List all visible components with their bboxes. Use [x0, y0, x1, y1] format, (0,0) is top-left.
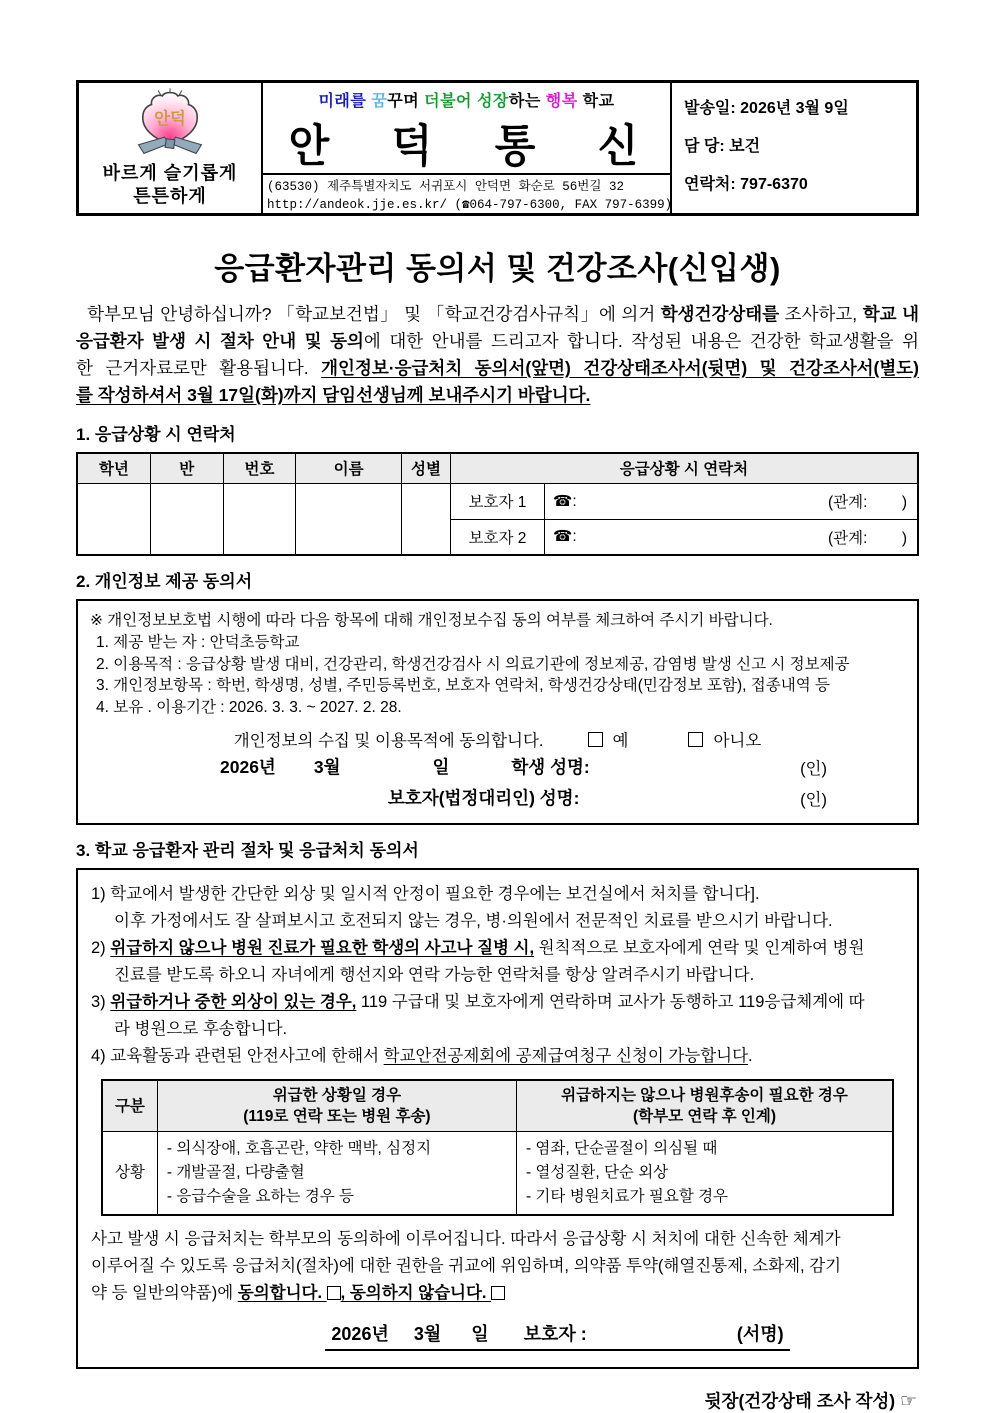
school-address-block [263, 173, 673, 217]
urgent-situations-cell [157, 1132, 516, 1216]
school-emblem-icon [132, 87, 208, 159]
guardian-seal-mark: (인) [800, 790, 827, 809]
procedure-item2-line1 [91, 935, 904, 962]
intro-text-emphasis: 를 작성하셔서 3월 17일(화)까지 담임선생님께 보내주시기 바랍니다. [76, 385, 591, 405]
phone-icon: ☎: [553, 492, 577, 510]
document-page [76, 80, 919, 1413]
urgent-header-line2: (119로 연락 또는 병원 후송) [243, 1108, 431, 1125]
category-col-header: 구분 [102, 1080, 157, 1132]
slogan-seg-growth: 성장 [476, 93, 509, 110]
nonurgent-col-header [516, 1080, 893, 1132]
section3-heading: 3. 학교 응급환자 관리 절차 및 응급처치 동의서 [76, 841, 419, 860]
nonurgent-header-line2: (학부모 연락 후 인계) [632, 1108, 776, 1125]
intro-text-bold: 학교 내 [862, 304, 919, 324]
intro-line-4 [76, 382, 919, 409]
item3-text: 119 구급대 및 보호자에게 연락하며 교사가 동행하고 119응급체계에 따 [356, 993, 865, 1011]
item2-emphasis: 위급하지 않으나 병원 진료가 필요한 학생의 사고나 질병 시, [110, 939, 535, 957]
guardian2-phone-cell[interactable] [545, 519, 918, 555]
nonurgent-header-line1: 위급하지는 않으나 병원후송이 필요한 경우 [561, 1087, 848, 1104]
phone-icon: ☎: [553, 528, 577, 546]
intro-line-3 [76, 355, 919, 382]
privacy-notice: ※ 개인정보보호법 시행에 따라 다음 항목에 대해 개인정보수집 동의 여부를 체크하여 주시기 바랍니다. [90, 612, 773, 629]
procedure-item3-line2: 라 병원으로 후송합니다. [114, 1020, 288, 1038]
guardian-date-signature-line [211, 1320, 904, 1351]
nonurgent-item: - 기타 병원치료가 필요할 경우 [525, 1188, 729, 1205]
privacy-consent-box [76, 599, 919, 825]
guardian-signature-line [90, 782, 905, 813]
situation-row [102, 1132, 893, 1216]
urgent-item: - 개발골절, 다량출혈 [166, 1164, 305, 1181]
closing-line1: 사고 발생 시 응급처치는 학부모의 동의하에 이루어집니다. 따라서 응급상황 시 처치에 대한 신속한 체계가 [91, 1230, 841, 1248]
intro-paragraph [76, 301, 919, 409]
slogan-seg-haneun: 하는 [508, 93, 546, 110]
checkbox-no[interactable] [688, 732, 703, 747]
class-input-cell[interactable] [150, 483, 223, 555]
procedure-item1-line1: 1) 학교에서 발생한 간단한 외상 및 일시적 안정이 필요한 경우에는 보건실에서 처치를 합니다]. [91, 885, 760, 903]
slogan-seg-happiness: 행복 [545, 93, 583, 110]
emblem-text: 안덕 [154, 110, 186, 129]
procedure-item2-line2: 진료를 받도록 하오니 자녀에게 행선지와 연락 가능한 연락처를 항상 알려주시기 바랍니다. [114, 966, 755, 984]
date-signature-text[interactable]: 2026년 3월 일 보호자 : (서명) [325, 1320, 789, 1351]
nonurgent-item: - 열성질환, 단순 외상 [525, 1164, 669, 1181]
send-date: 발송일: 2026년 3월 9일 [684, 100, 849, 117]
section2-heading: 2. 개인정보 제공 동의서 [76, 572, 253, 591]
disagree-label: 동의하지 않습니다. [349, 1284, 492, 1302]
closing-text: 약 등 일반의약품)에 [91, 1284, 238, 1302]
student-name-label: 학생 성명: [511, 757, 590, 777]
checkbox-yes[interactable] [588, 732, 603, 747]
intro-line-1 [76, 301, 919, 328]
procedure-item1-line2: 이후 가정에서도 잘 살펴보시고 호전되지 않는 경우, 병·의원에서 전문적인 치료를 받으시기 바랍니다. [114, 912, 833, 930]
situation-row-label: 상황 [102, 1132, 157, 1216]
website-phone-line: http://andeok.jje.es.kr/ (☎064-797-6300, FAX 797-6399) [267, 198, 673, 213]
intro-text-bold: 학생건강상태를 [660, 304, 780, 324]
emergency-contact-table [76, 452, 919, 556]
privacy-consent-line [90, 727, 905, 751]
closing-line3 [91, 1280, 904, 1307]
closing-line2: 이루어질 수 있도록 응급처치(절차)에 대한 권한을 귀교에 위임하며, 의약품 투약(해열진통제, 소화제, 감기 [91, 1257, 842, 1275]
guardian1-row [77, 483, 918, 519]
grade-input-cell[interactable] [77, 483, 150, 555]
item4-text: 4) 교육활동과 관련된 안전사고에 한해서 [91, 1047, 384, 1065]
yes-label: 예 [612, 732, 629, 750]
intro-text: 조사하고, [779, 304, 863, 324]
motto-line2: 튼튼하게 [133, 185, 207, 206]
closing-paragraph [91, 1226, 904, 1307]
guardian1-label: 보호자 1 [450, 483, 544, 519]
address-line: (63530) 제주특별자치도 서귀포시 안덕면 화순로 56번길 32 [267, 180, 624, 194]
student-seal-mark: (인) [800, 759, 827, 778]
section1-heading: 1. 응급상황 시 연락처 [76, 425, 236, 444]
document-title: 응급환자관리 동의서 및 건강조사(신입생) [214, 251, 781, 286]
back-page-note [76, 1388, 919, 1413]
closing-comma: , [340, 1284, 350, 1302]
urgent-col-header [157, 1080, 516, 1132]
sig-year: 2026년 [220, 757, 276, 777]
pointing-hand-icon: ☞ [899, 1391, 917, 1412]
relation-field[interactable]: (관계: ) [827, 494, 907, 511]
guardian2-label: 보호자 2 [450, 519, 544, 555]
col-header-gender: 성별 [402, 453, 451, 483]
intro-text-bold: 응급환자 발생 시 절차 안내 및 동의 [76, 331, 364, 351]
item2-number: 2) [91, 939, 111, 957]
slogan-seg-together: 더불어 [424, 93, 477, 110]
col-header-number: 번호 [223, 453, 295, 483]
guardian-name-label: 보호자(법정대리인) 성명: [388, 788, 580, 808]
relation-field[interactable]: (관계: ) [827, 529, 907, 547]
agree-label: 동의합니다. [237, 1284, 327, 1302]
privacy-item-period: 4. 보유 . 이용기간 : 2026. 3. 3. ~ 2027. 2. 28. [96, 698, 402, 716]
masthead-center-cell [263, 83, 672, 213]
sig-month: 3월 [313, 757, 341, 777]
school-slogan [263, 83, 670, 111]
motto-line1: 바르게 슬기롭게 [102, 163, 238, 183]
staff-in-charge: 담 당: 보건 [684, 138, 761, 155]
urgent-item: - 의식장애, 호흡곤란, 약한 맥박, 심정지 [166, 1140, 432, 1157]
slogan-seg-school: 학교 [582, 93, 615, 110]
intro-line-2 [76, 328, 919, 355]
number-input-cell[interactable] [223, 483, 295, 555]
name-input-cell[interactable] [296, 483, 402, 555]
privacy-item-purpose: 2. 이용목적 : 응급상황 발생 대비, 건강관리, 학생건강검사 시 의료기관에 정보제공, 감염병 발생 신고 시 정보제공 [96, 655, 850, 673]
no-label: 아니오 [713, 732, 762, 750]
item4-period: . [748, 1047, 753, 1065]
masthead-right-cell [672, 83, 916, 213]
masthead-header [76, 80, 919, 216]
checkbox-agree[interactable] [327, 1286, 341, 1300]
guardian1-phone-cell[interactable] [545, 483, 918, 519]
masthead-left-cell [79, 83, 263, 213]
col-header-name: 이름 [296, 453, 402, 483]
intro-text-emphasis: 개인정보·응급처치 동의서(앞면) 건강상태조사서(뒷면) 및 건강조사서(별도) [321, 358, 920, 378]
slogan-seg-dream: 꿈 [371, 93, 388, 110]
consent-statement: 개인정보의 수집 및 이용목적에 동의합니다. [233, 732, 544, 750]
sig-day-field[interactable]: 일 [432, 757, 450, 777]
privacy-item-recipient: 1. 제공 받는 자 : 안덕초등학교 [96, 634, 300, 651]
item3-emphasis: 위급하거나 중한 외상이 있는 경우, [110, 993, 357, 1011]
item3-number: 3) [91, 993, 111, 1011]
table-header-row [77, 453, 918, 483]
item2-text: 원칙적으로 보호자에게 연락 및 인계하여 병원 [534, 939, 865, 957]
student-signature-line [220, 751, 905, 782]
newsletter-title: 안 덕 통 신 [288, 123, 645, 172]
col-header-emergency-contact: 응급상황 시 연락처 [450, 453, 918, 483]
contact-number: 연락처: 797-6370 [684, 176, 808, 193]
checkbox-disagree[interactable] [491, 1286, 505, 1300]
nonurgent-item: - 염좌, 단순골절이 의심될 때 [525, 1140, 718, 1157]
intro-text: 에 대한 안내를 드리고자 합니다. 작성된 내용은 건강한 학교생활을 위 [363, 331, 919, 351]
emergency-procedure-box [76, 868, 919, 1369]
emergency-category-table [101, 1079, 894, 1216]
urgent-header-line1: 위급한 상황일 경우 [272, 1087, 402, 1104]
slogan-seg-future: 미래를 [318, 93, 372, 110]
procedure-item3-line1 [91, 989, 904, 1016]
slogan-seg-kkumyeo: 꾸며 [387, 93, 425, 110]
intro-text: 한 근거자료로만 활용됩니다. [76, 358, 322, 378]
category-header-row [102, 1080, 893, 1132]
col-header-class: 반 [150, 453, 223, 483]
col-header-grade: 학년 [77, 453, 150, 483]
urgent-item: - 응급수술을 요하는 경우 등 [166, 1188, 354, 1205]
school-motto [103, 162, 238, 207]
nonurgent-situations-cell [516, 1132, 893, 1216]
item4-underline: 학교안전공제회에 공제급여청구 신청이 가능합니다 [383, 1047, 749, 1065]
gender-input-cell[interactable] [402, 483, 451, 555]
privacy-item-fields: 3. 개인정보항목 : 학번, 학생명, 성별, 주민등록번호, 보호자 연락처, 학생건강상태(민감정보 포함), 접종내역 등 [96, 677, 830, 694]
intro-text: 학부모님 안녕하십니까? 「학교보건법」 및 「학교건강검사규칙」에 의거 [76, 304, 661, 324]
procedure-item4-line [91, 1043, 904, 1070]
back-page-text: 뒷장(건강상태 조사 작성) [704, 1391, 900, 1411]
